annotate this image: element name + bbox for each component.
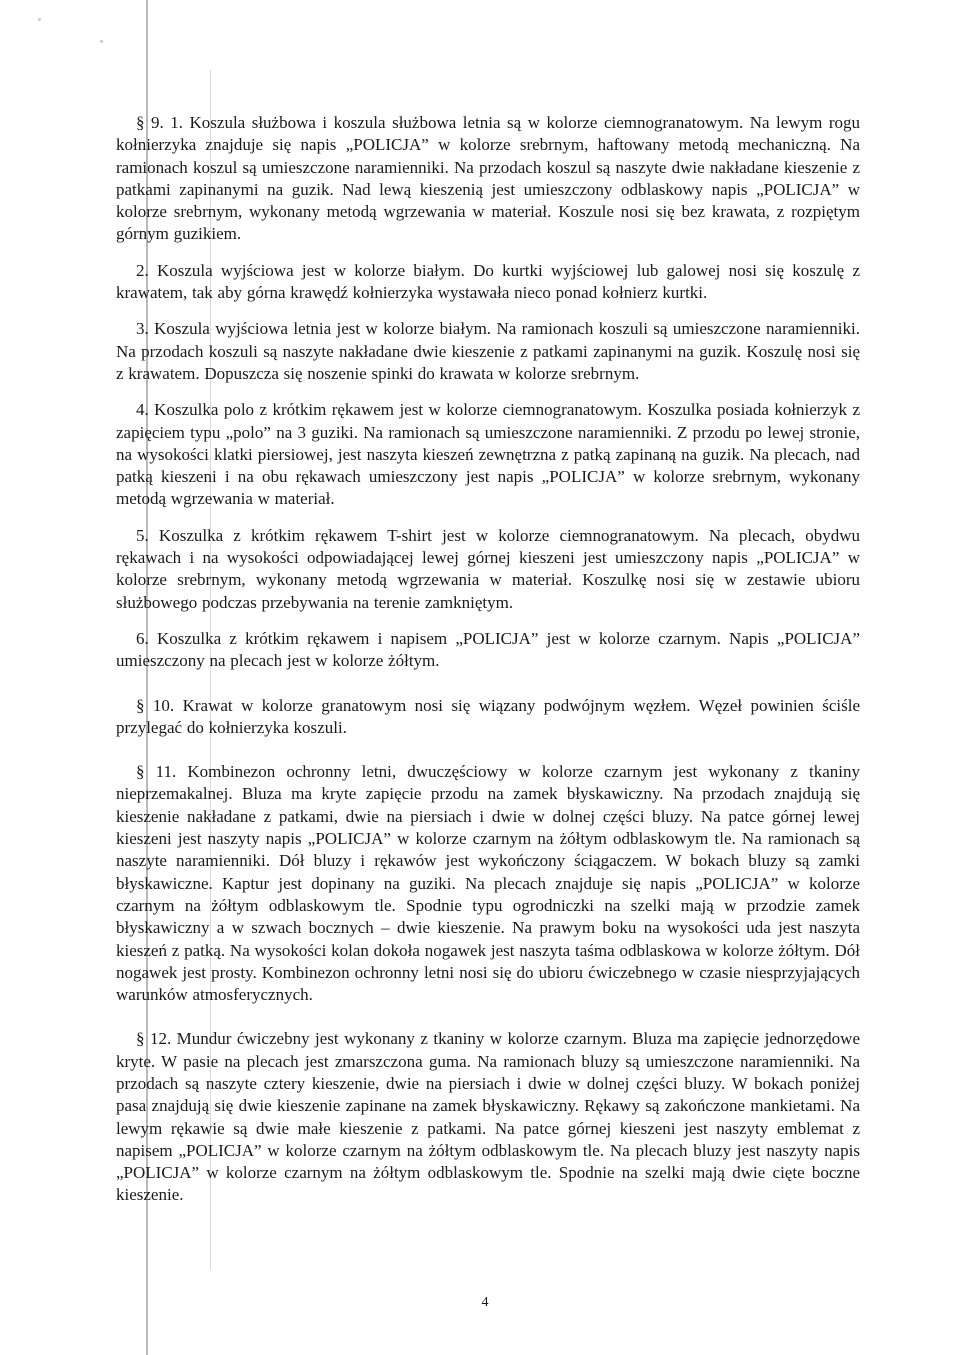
paragraph-section-11: § 11. Kombinezon ochronny letni, dwuczęściowy w kolorze czarnym jest wykonany z tkaniny nieprzemakalnej. Bluza ma kryte zapięcie przodu na zamek błyskawiczny. Na przodach znajdują się kieszenie nakładane z patkami, dwie na piersiach i dwie w dolnej części bluzy. Na patce górnej lewej kieszeni jest naszyty napis „POLICJA” w kolorze czarnym na żółtym odblaskowym tle. Na ramionach są naszyte naramienniki. Dół bluzy i rękawów jest wykończony ściągaczem. W bokach bluzy są zamki błyskawiczne. Kaptur jest dopinany na guziki. Na plecach znajduje się napis „POLICJA” w kolorze czarnym na żółtym odblaskowym tle. Spodnie typu ogrodniczki na szelki mają w przodzie zamek błyskawiczny a w szwach bocznych – dwie kieszenie. Na prawym boku na wysokości uda jest naszyta kieszeń z patką. Na wysokości kolan dokoła nogawek jest naszyta taśma odblaskowa w kolorze żółtym. Dół nogawek jest prosty. Kombinezon ochronny letni nosi się do ubioru ćwiczebnego w czasie niesprzyjających warunków atmosferycznych.: [116, 762, 860, 1005]
scan-artifact-dot: [38, 18, 41, 21]
paragraph-section-9-1: § 9. 1. Koszula służbowa i koszula służbowa letnia są w kolorze ciemnogranatowym. Na lewym rogu kołnierzyka znajduje się napis „POLICJA” w kolorze srebrnym, haftowany metodą mechaniczną. Na ramionach koszul są umieszczone naramienniki. Na przodach koszul są naszyte dwie nakładane kieszenie z patkami zapinanymi na guzik. Nad lewą kieszenią jest umieszczony odblaskowy napis „POLICJA” w kolorze srebrnym, wykonany metodą wgrzewania w materiał. Koszule nosi się bez krawata, z rozpiętym górnym guzikiem.: [116, 113, 860, 244]
document-page: [116, 112, 860, 1221]
paragraph-section-9-6: 6. Koszulka z krótkim rękawem i napisem „POLICJA” jest w kolorze czarnym. Napis „POLICJA” umieszczony na plecach jest w kolorze żółtym.: [116, 628, 860, 671]
paragraph-section-9-4: 4. Koszulka polo z krótkim rękawem jest w kolorze ciemnogranatowym. Koszulka posiada kołnierzyk z zapięciem typu „polo” na 3 guziki. Na ramionach są umieszczone naramienniki. Z przodu po lewej stronie, na wysokości klatki piersiowej, jest naszyta kieszeń zewnętrzna z patką zapinaną na guzik. Na plecach, nad patką kieszeni i na obu rękawach umieszczony jest napis „POLICJA” w kolorze srebrnym, wykonany metodą wgrzewania w materiał.: [116, 400, 860, 509]
paragraph-section-9-5: 5. Koszulka z krótkim rękawem T-shirt jest w kolorze ciemnogranatowym. Na plecach, obydwu rękawach i na wysokości odpowiadającej lewej górnej kieszeni jest umieszczony napis „POLICJA” w kolorze srebrnym, wykonany metodą wgrzewania w materiał. Koszulkę nosi się w zestawie ubioru służbowego podczas przebywania na terenie zamkniętym.: [116, 525, 860, 612]
paragraph-section-12: § 12. Mundur ćwiczebny jest wykonany z tkaniny w kolorze czarnym. Bluza ma zapięcie jednorzędowe kryte. W pasie na plecach jest zmarszczona guma. Na ramionach bluzy są umieszczone naramienniki. Na przodach są naszyte cztery kieszenie, dwie na piersiach i dwie w dolnej części bluzy. W bokach poniżej pasa znajdują się dwie kieszenie zapinane na zamek błyskawiczny. Rękawy są zakończone mankietami. Na lewym rękawie są dwie małe kieszenie z patkami. Na patce górnej kieszeni jest naszyty emblemat z napisem „POLICJA” w kolorze czarnym na żółtym odblaskowym tle. Na plecach bluzy jest naszyty napis „POLICJA” w kolorze czarnym na żółtym odblaskowym tle. Spodnie na szelki mają dwie cięte boczne kieszenie.: [116, 1029, 860, 1205]
page-number: 4: [481, 1295, 489, 1310]
scan-artifact-dot: [100, 40, 103, 43]
paragraph-section-9-2: 2. Koszula wyjściowa jest w kolorze białym. Do kurtki wyjściowej lub galowej nosi się koszulę z krawatem, tak aby górna krawędź kołnierzyka wystawała nieco ponad kołnierz kurtki.: [116, 260, 860, 303]
paragraph-section-10: § 10. Krawat w kolorze granatowym nosi się wiązany podwójnym węzłem. Węzeł powinien ściśle przylegać do kołnierzyka koszuli.: [116, 695, 860, 737]
paragraph-section-9-3: 3. Koszula wyjściowa letnia jest w kolorze białym. Na ramionach koszuli są umieszczone naramienniki. Na przodach koszuli są naszyte nakładane dwie kieszenie z patkami zapinanymi na guzik. Koszulę nosi się z krawatem. Dopuszcza się noszenie spinki do krawata w kolorze srebrnym.: [116, 319, 860, 383]
